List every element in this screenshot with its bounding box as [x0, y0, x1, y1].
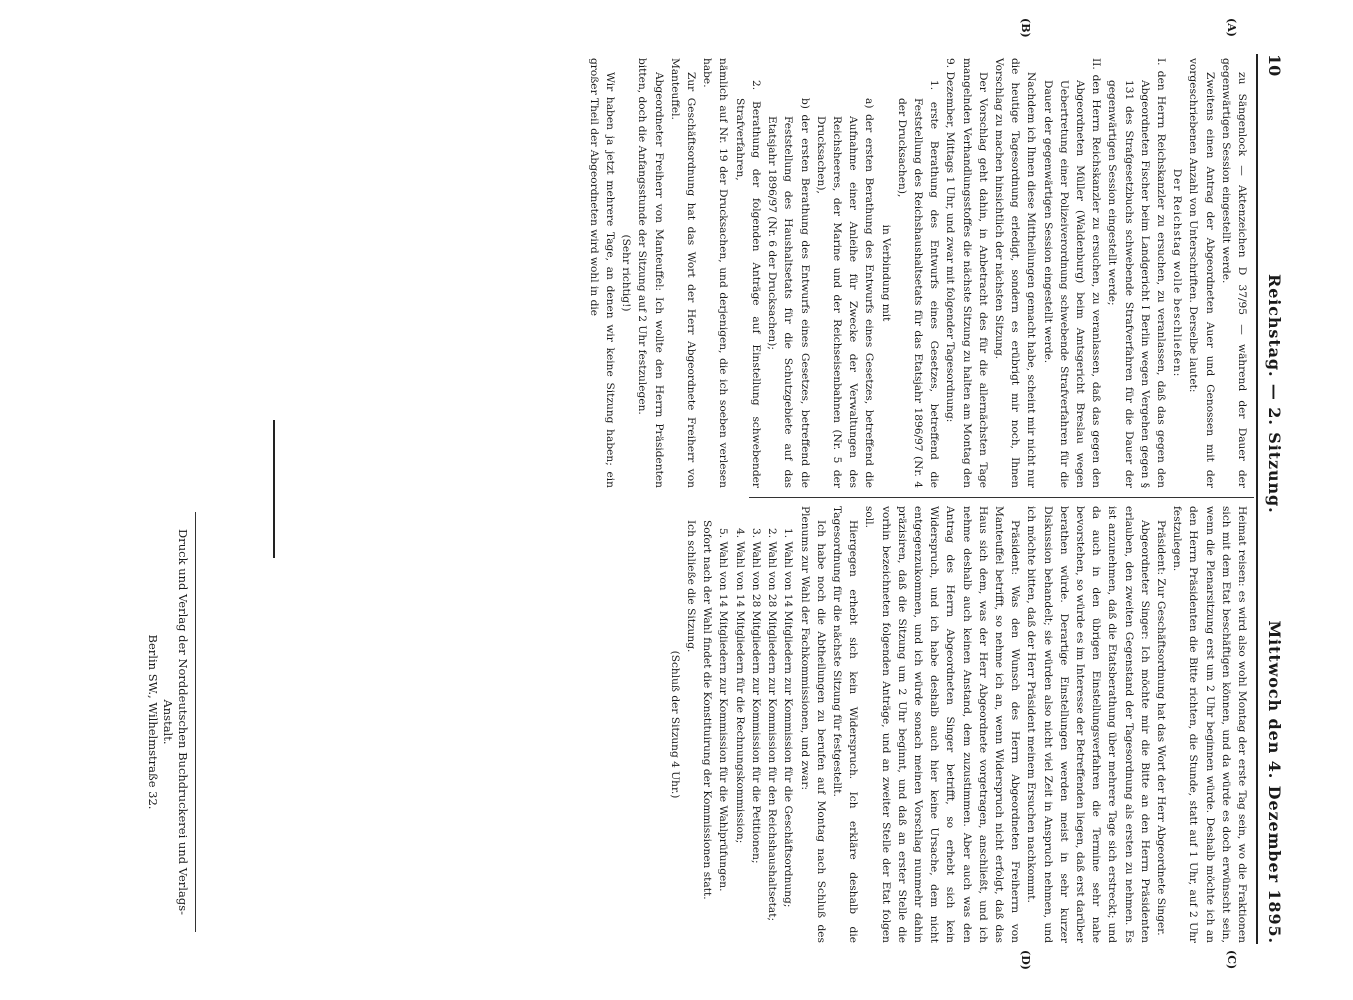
left-column — [586, 58, 1250, 488]
paragraph: Wir haben ja jetzt mehrere Tage, an denen wir keine Sitzung haben; ein großer Theil der Abgeordneten wird wohl in die — [587, 58, 617, 488]
imprint-line: Druck und Verlag der Norddeutschen Buchdruckerei und Verlags-Anstalt. — [161, 529, 190, 915]
paragraph: Heimat reisen: es wird also wohl Montag der erste Tag sein, wo die Fraktionen sich mit dem Etat beschäftigen können, und da würde es doch erwünscht sein, wenn die Plenarsitzung erst um 2 Uhr beginnen würde. Deshalb möchte ich an den Herrn Präsidenten die Bitte richten, die Stunde, statt auf 1 Uhr, auf 2 Uhr festzulegen. — [1171, 506, 1248, 943]
agenda-item: 2. Berathung der folgenden Anträge auf Einstellung schwebender Strafverfahren, — [733, 80, 762, 488]
election-item: 5. Wahl von 14 Mitgliedern zur Kommission für die Wahlprüfungen. — [717, 528, 730, 892]
election-item: 4. Wahl von 14 Mitgliedern für die Rechnungskommission; — [733, 528, 746, 844]
agenda-subitem: a) der ersten Berathung des Entwurfs eines Gesetzes, betreffend die Aufnahme einer Anleihe für Zwecke der Verwaltungen des Reichsheeres, der Marine und der Reichseisenbahnen (Nr. 5 der Drucksachen), — [814, 98, 876, 488]
paragraph: in Verbindung mit — [879, 224, 892, 322]
header-rule — [1256, 54, 1258, 944]
footer-rule — [195, 512, 196, 932]
margin-mark-c: (C) — [1225, 950, 1238, 970]
paragraph: Ich schließe die Sitzung. — [685, 520, 698, 653]
paragraph: Zweitens einen Antrag der Abgeordneten Auer und Genossen mit der vorgeschriebenen Anzahl von Unterschriften. Derselbe lautet: — [1187, 58, 1216, 488]
printer-imprint — [145, 512, 190, 932]
speech: Präsident: Zur Geschäftsordnung hat das Wort der Herr Abgeordnete Singer. — [1154, 520, 1167, 936]
paragraph: Hiergegen erhebt sich kein Widerspruch. Ich erkläre deshalb die Tagesordnung für die nächste Sitzung für festgestellt. — [830, 506, 860, 943]
closing-rule — [273, 420, 275, 558]
paragraph: zu Sängenlock — Aktenzeichen D 37/95 — während der Dauer der gegenwärtigen Session eingestellt werde. — [1219, 58, 1248, 488]
interjection: (Sehr richtig!) — [620, 234, 633, 312]
paragraph: Ich habe noch die Abtheilungen zu berufen auf Montag nach Schluß des Plenums zur Wahl der Fachkommissionen, und zwar: — [798, 506, 827, 943]
margin-mark-b: (B) — [1019, 18, 1032, 38]
header-title: Reichstag. — 2. Sitzung. — [1265, 274, 1284, 514]
paragraph: Sofort nach der Wahl findet die Konstituirung der Kommissionen statt. — [701, 520, 714, 900]
resolution-item: II. den Herrn Reichskanzler zu ersuchen, zu veranlassen, daß das gegen den Abgeordneten Müller (Waldenburg) beim Amtsgericht Breslau wegen Uebertretung einer Polizeiverordnung schwebende Strafverfahren für die Dauer der gegenwärtigen Session eingestellt werde. — [1041, 58, 1103, 488]
agenda-subitem: b) der ersten Berathung des Entwurfs eines Gesetzes, betreffend die Feststellung des Haushaltsetats für die Schutzgebiete auf das Etatsjahr 1896/97 (Nr. 6 der Drucksachen); — [766, 98, 811, 488]
column-divider — [749, 497, 1254, 498]
closing-note: (Schluß der Sitzung 4 Uhr.) — [668, 650, 681, 799]
agenda-item: 1. erste Berathung des Entwurfs eines Gesetzes, betreffend die Feststellung des Reichshaushaltsetats für das Etatsjahr 1896/97 (Nr. 4 der Drucksachen), — [895, 80, 941, 488]
election-item: 1. Wahl von 14 Mitgliedern zur Kommission für die Geschäftsordnung; — [782, 528, 795, 908]
paragraph: Zur Geschäftsordnung hat das Wort der Herr Abgeordnete Freiherr von Manteuffel. — [668, 58, 698, 488]
margin-mark-a: (A) — [1225, 18, 1238, 37]
speech: Abgeordneter Freiherr von Manteuffel: Ich wollte den Herrn Präsidenten bitten, doch die Anfangsstunde der Sitzung auf 2 Uhr festzulegen. — [636, 58, 665, 488]
imprint-line: Berlin SW., Wilhelmstraße 32. — [146, 634, 160, 810]
paragraph: nämlich auf Nr. 19 der Drucksachen, und derjenigen, die ich soeben verlesen habe. — [701, 58, 730, 488]
header-date: Mittwoch den 4. Dezember 1895. — [1265, 620, 1284, 944]
election-item: 3. Wahl von 28 Mitgliedern zur Kommission für die Petitionen; — [749, 528, 762, 864]
resolution-item: I. den Herrn Reichskanzler zu ersuchen, zu veranlassen, daß das gegen den Abgeordneten Fischer beim Landgericht I Berlin wegen Vergehen gegen § 131 des Strafgesetzbuchs schwebende Strafverfahren für die Dauer der gegenwärtigen Session eingestellt werde; — [1106, 58, 1167, 488]
paragraph: Nachdem ich Ihnen diese Mittheilungen gemacht habe, scheint mir nicht nur die heutige Tagesordnung erledigt, sondern es erübrigt mir noch, Ihnen Vorschlag zu machen hinsichtlich der nächsten Sitzung. — [992, 58, 1038, 488]
running-header — [1258, 54, 1284, 944]
right-column — [667, 506, 1250, 943]
speech: Abgeordneter Singer: Ich möchte mir die Bitte an den Herrn Präsidenten erlauben, den zweiten Gegenstand der Tagesordnung als ersten zu nehmen. Es ist anzunehmen, daß die Etatsberathung über mehrere Tage sich erstreckt; und da auch in den übrigen Einstellungsverfahren die Termine sehr nahe bevorstehen, so würde es im Interesse der Betreffenden liegen, daß erst darüber berathen würde. Derartige Einstellungen werden meist in sehr kurzer Diskussion behandelt; sie würden also nicht viel Zeit in Anspruch nehmen, und ich möchte bitten, daß der Herr Präsident meinem Ersuchen nachkommt. — [1025, 506, 1151, 943]
page-number: 10 — [1265, 54, 1284, 77]
margin-mark-d: (D) — [1019, 950, 1032, 970]
speech: Präsident: Was den Wunsch des Herrn Abgeordneten Freiherrn von Manteuffel betrifft, so nehme ich an, wenn Widerspruch nicht erfolgt, daß das Haus sich dem, was der Herr Abgeordnete vorgetragen, anschließt, und ich nehme deshalb auch keinen Anstand, dem zuzustimmen. Aber auch was den Antrag des Herrn Abgeordneten Singer betrifft, so erhebt sich kein Widerspruch, und ich habe deshalb auch hier keine Ursache, dem nicht entgegenzukommen, und ich würde sonach meinen Vorschlag nunmehr dahin präzisiren, daß die Sitzung um 2 Uhr beginnt, und daß an erster Stelle die vorhin bezeichneten folgenden Anträge, und an zweiter Stelle der Etat folgen soll. — [863, 506, 1022, 943]
paragraph: Der Vorschlag geht dahin, in Anbetracht des für die allernächsten Tage mangelnden Verhandlungsstoffes die nächste Sitzung zu halten am Montag den 9. Dezember, Mittags 1 Uhr, und zwar mit folgender Tagesordnung: — [944, 58, 989, 488]
election-item: 2. Wahl von 28 Mitgliedern zur Kommission für den Reichshaushaltsetat; — [766, 528, 779, 922]
resolution-heading: Der Reichstag wolle beschließen: — [1171, 168, 1184, 378]
